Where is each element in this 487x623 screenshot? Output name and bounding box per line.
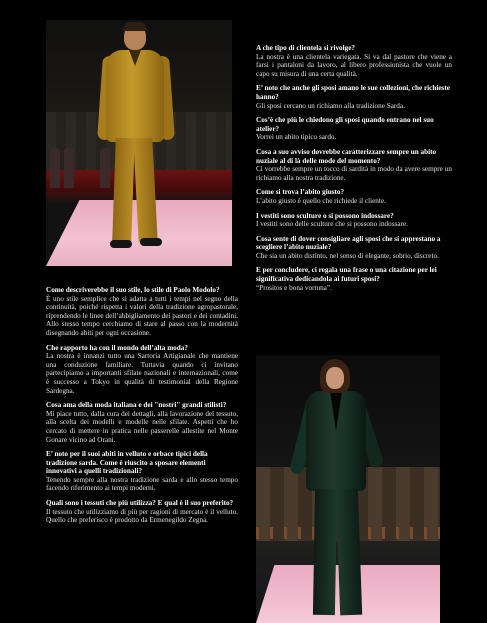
shoe <box>140 238 162 246</box>
answer: L’abito giusto è quello che richiede il cliente. <box>256 196 386 205</box>
background-model-figure <box>64 148 74 188</box>
qa-item <box>256 212 452 229</box>
qa-item <box>256 235 452 261</box>
qa-item <box>256 148 452 182</box>
qa-item <box>256 84 452 110</box>
qa-item <box>46 286 238 338</box>
question: Cos’è che più le chiedono gli sposi quando entrano nel suo atelier? <box>256 116 434 133</box>
answer: La nostra è innanzi tutto una Sartoria Artigianale che mantiene una conduzione familiare. Tuttavia quando ci invitano partecipiamo a importanti sfilate nazionali e internazionali, come è successo a Tokyo in qualità di testimonial della Regione Sardegna. <box>46 352 238 395</box>
question: Cosa sente di dover consigliare agli sposi che si apprestano a scegliere l’abito nuziale? <box>256 234 441 252</box>
mustard-trouser-leg <box>112 138 135 243</box>
question: Come si trova l’abito giusto? <box>256 188 345 197</box>
right-column-interview <box>256 44 452 298</box>
answer: Tenendo sempre alla nostra tradizione sarda e allo stesso tempo facendo riferimento ai tempi moderni. <box>46 475 238 493</box>
qa-item <box>46 401 238 444</box>
question: Che rapporto ha con il mondo dell’alta moda? <box>46 343 188 352</box>
photo-model-mustard-suit <box>46 20 232 266</box>
qa-item <box>46 450 238 493</box>
qa-item <box>256 116 452 142</box>
model-hair <box>123 22 147 31</box>
question: Cosa a suo avviso dovrebbe caratterizzare sempre un abito nuziale al di là delle mode del momento? <box>256 147 437 165</box>
model-face <box>326 367 344 389</box>
answer: Mi piace tutto, dalla cura dei dettagli, alla lavorazione del tessuto, alla scelta dei modelli e modelle nelle sfilate. Aspetti che ho cercato di mettere in pratica nelle passerelle allestite nel Monte Gonare vicino ad Orani. <box>46 409 238 444</box>
shoe <box>110 240 132 248</box>
green-trouser-leg <box>336 489 362 616</box>
qa-item <box>256 188 452 205</box>
green-trouser-leg <box>313 489 337 615</box>
answer: È uno stile semplice che si adatta a tutti i tempi nel segno della continuità, poiché rispetta i valori della tradizione agropastorale, riprendendo le linee dell’abbigliamento dei pastori e dei contadini. Allo stesso tempo cerchiamo di stare al passo con la modernità disegnando abiti per ogni occasione. <box>46 294 238 337</box>
question: I vestiti sono sculture o si possono indossare? <box>256 211 394 220</box>
answer: Che sia un abito distinto, nel senso di elegante, sobrio, discreto. <box>256 251 439 260</box>
answer: La nostra è una clientela variegata. Si va dal pastore che viene a farsi i pantaloni da lavoro, al libero professionista che vuole un capo su misura di una certa qualità. <box>256 52 452 78</box>
question: Cosa ama della moda italiana e dei "nostri" grandi stilisti? <box>46 401 227 410</box>
answer: I vestiti sono delle sculture che si possono indossare. <box>256 220 408 229</box>
answer: “Prositos e bona vortuna”. <box>256 283 332 292</box>
answer: Vorrei un abito tipico sardo. <box>256 133 337 142</box>
question: A che tipo di clientela si rivolge? <box>256 44 356 52</box>
qa-item <box>256 44 452 78</box>
background-model-figure <box>100 148 110 188</box>
answer: Ci vorrebbe sempre un tocco di sardità in modo da avere sempre un richiamo alla nostra tradizione. <box>256 165 452 182</box>
background-model-figure <box>50 148 60 188</box>
question: Quali sono i tessuti che più utilizza? E qual è il suo preferito? <box>46 499 234 508</box>
question: E’ noto per il suoi abiti in velluto e orbace tipici della tradizione sarda. Come è riuscito a sposare elementi innovativi a quelli tradizionali? <box>46 450 208 476</box>
left-column-interview <box>46 286 238 531</box>
question: E’ noto che anche gli sposi amano le sue collezioni, che richieste hanno? <box>256 84 450 101</box>
question: Come descriverebbe il suo stile, lo stile di Paolo Modolo? <box>46 286 220 294</box>
qa-item <box>256 266 452 292</box>
question: E per concludere, ci regala una frase o una citazione per lei significativa dedicandola ai futuri sposi? <box>256 266 437 284</box>
qa-item <box>46 499 238 525</box>
qa-item <box>46 344 238 396</box>
answer: Il tessuto che utilizziamo di più per ragioni di mercato è il velluto. Quello che preferisco è prodotto da Ermenegildo Zegna. <box>46 507 238 525</box>
photo-model-green-velvet-suit <box>256 355 440 623</box>
answer: Gli sposi cercano un richiamo alla tradizione Sarda. <box>256 101 405 110</box>
